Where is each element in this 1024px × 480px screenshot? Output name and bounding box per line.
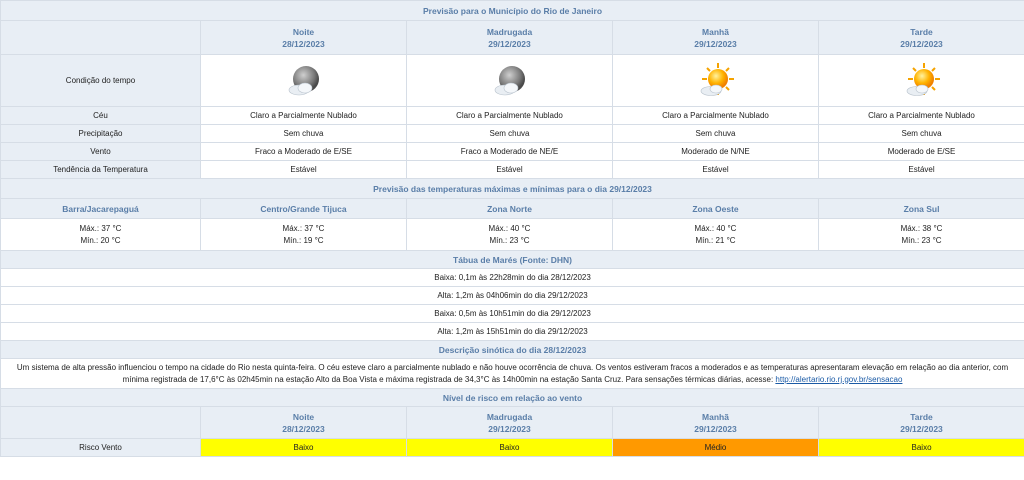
moon-cloud-icon (490, 61, 530, 101)
period-header (201, 21, 407, 55)
risk-value: Baixo (819, 439, 1024, 457)
period-header (613, 407, 819, 439)
period-name: Manhã (702, 411, 729, 422)
precip-label: Precipitação (1, 125, 201, 143)
sky-value: Claro a Parcialmente Nublado (201, 107, 407, 125)
risk-value: Baixo (407, 439, 613, 457)
precip-value: Sem chuva (201, 125, 407, 143)
zone-header: Centro/Grande Tijuca (201, 199, 407, 219)
zone-header: Barra/Jacarepaguá (1, 199, 201, 219)
period-name: Tarde (910, 26, 933, 37)
synoptic-text: Um sistema de alta pressão influenciou o tempo na cidade do Rio nesta quinta-feira. O céu esteve claro a parcialmente nublado e não houve ocorrência de chuva. Os ventos estiveram fracos a moderados e as temperaturas apresentaram elevação em relação ao dia anterior, com mínima registrada de 17,6°C às 02h45min na estação Alto da Boa Vista e máxima registrada de 34,3°C às 14h00min na estação Santa Cruz. Para sensações térmicas diárias, acesse: (16, 362, 1009, 384)
synoptic-description (1, 359, 1024, 389)
tide-row: Baixa: 0,5m às 10h51min do dia 29/12/2023 (1, 305, 1024, 323)
wind-value: Moderado de N/NE (613, 143, 819, 161)
zone-max: Máx.: 38 °C (900, 223, 943, 233)
precip-value: Sem chuva (819, 125, 1024, 143)
period-header (613, 21, 819, 55)
zone-temps (1, 219, 201, 251)
zone-max: Máx.: 40 °C (488, 223, 531, 233)
risk-label: Risco Vento (1, 439, 201, 457)
period-date: 29/12/2023 (900, 423, 943, 434)
zone-header: Zona Oeste (613, 199, 819, 219)
trend-value: Estável (407, 161, 613, 179)
period-date: 29/12/2023 (694, 38, 737, 49)
period-name: Tarde (910, 411, 933, 422)
zone-min: Mín.: 19 °C (283, 235, 324, 245)
sky-label: Céu (1, 107, 201, 125)
period-name: Madrugada (486, 26, 533, 37)
sky-value: Claro a Parcialmente Nublado (407, 107, 613, 125)
forecast-title: Previsão para o Município do Rio de Janeiro (1, 1, 1024, 21)
zone-temps (819, 219, 1024, 251)
zone-max: Máx.: 37 °C (282, 223, 325, 233)
precip-value: Sem chuva (407, 125, 613, 143)
risk-value: Médio (613, 439, 819, 457)
sensacao-link[interactable]: http://alertario.rio.rj.gov.br/sensacao (775, 374, 903, 384)
period-header (819, 407, 1024, 439)
tide-row: Alta: 1,2m às 15h51min do dia 29/12/2023 (1, 323, 1024, 341)
corner-cell (1, 21, 201, 55)
period-name: Manhã (702, 26, 729, 37)
period-name: Noite (292, 26, 315, 37)
period-name: Noite (292, 411, 315, 422)
sun-cloud-icon (902, 61, 942, 101)
period-header (201, 407, 407, 439)
zone-temps (407, 219, 613, 251)
period-header (819, 21, 1024, 55)
zone-header: Zona Norte (407, 199, 613, 219)
tides-title: Tábua de Marés (Fonte: DHN) (1, 251, 1024, 269)
moon-cloud-icon (284, 61, 324, 101)
trend-value: Estável (613, 161, 819, 179)
zone-max: Máx.: 37 °C (79, 223, 122, 233)
period-name: Madrugada (486, 411, 533, 422)
zone-max: Máx.: 40 °C (694, 223, 737, 233)
wind-value: Fraco a Moderado de E/SE (201, 143, 407, 161)
period-date: 29/12/2023 (488, 38, 531, 49)
zone-min: Mín.: 20 °C (80, 235, 121, 245)
period-date: 28/12/2023 (282, 423, 325, 434)
tide-row: Alta: 1,2m às 04h06min do dia 29/12/2023 (1, 287, 1024, 305)
sky-value: Claro a Parcialmente Nublado (613, 107, 819, 125)
zone-min: Mín.: 21 °C (695, 235, 736, 245)
zone-temps (201, 219, 407, 251)
period-date: 28/12/2023 (282, 38, 325, 49)
trend-value: Estável (201, 161, 407, 179)
sun-cloud-icon (696, 61, 736, 101)
wind-value: Fraco a Moderado de NE/E (407, 143, 613, 161)
zone-temps (613, 219, 819, 251)
zone-header: Zona Sul (819, 199, 1024, 219)
zone-min: Mín.: 23 °C (489, 235, 530, 245)
period-date: 29/12/2023 (488, 423, 531, 434)
period-header (407, 21, 613, 55)
temps-title: Previsão das temperaturas máximas e mínimas para o dia 29/12/2023 (1, 179, 1024, 199)
wind-value: Moderado de E/SE (819, 143, 1024, 161)
corner-cell (1, 407, 201, 439)
trend-value: Estável (819, 161, 1024, 179)
period-date: 29/12/2023 (900, 38, 943, 49)
trend-label: Tendência da Temperatura (1, 161, 201, 179)
risk-value: Baixo (201, 439, 407, 457)
period-date: 29/12/2023 (694, 423, 737, 434)
period-header (407, 407, 613, 439)
zone-min: Mín.: 23 °C (901, 235, 942, 245)
synoptic-title: Descrição sinótica do dia 28/12/2023 (1, 341, 1024, 359)
sky-value: Claro a Parcialmente Nublado (819, 107, 1024, 125)
risk-title: Nível de risco em relação ao vento (1, 389, 1024, 407)
condition-label: Condição do tempo (1, 55, 201, 107)
wind-label: Vento (1, 143, 201, 161)
precip-value: Sem chuva (613, 125, 819, 143)
tide-row: Baixa: 0,1m às 22h28min do dia 28/12/2023 (1, 269, 1024, 287)
